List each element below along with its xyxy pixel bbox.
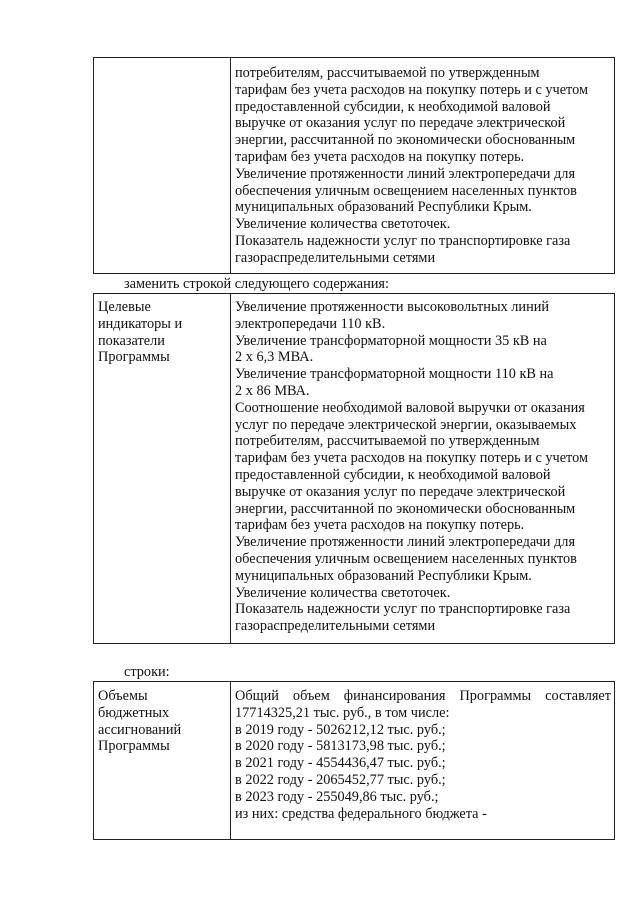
text-line: Программы xyxy=(98,738,170,755)
table-continuation xyxy=(93,57,615,274)
column-divider xyxy=(230,58,231,273)
replace-instruction: заменить строкой следующего содержания: xyxy=(124,276,389,292)
text-line: муниципальных образований Республики Крым. xyxy=(235,199,532,216)
text-line: показатели xyxy=(98,332,165,349)
text-line: ассигнований xyxy=(98,721,182,738)
text-line: в 2019 году - 5026212,12 тыс. руб.; xyxy=(235,721,446,738)
text-line: бюджетных xyxy=(98,704,170,721)
column-divider xyxy=(230,682,231,839)
table2-left-cell xyxy=(98,299,226,366)
text-line: выручке от оказания услуг по передаче электрической xyxy=(235,115,566,132)
text-line: Увеличение трансформаторной мощности 110 кВ на xyxy=(235,366,554,383)
table3-left-cell xyxy=(98,688,226,755)
table1-right-cell xyxy=(235,65,611,267)
text-line: тарифам без учета расходов на покупку потерь. xyxy=(235,517,525,534)
text-line: Показатель надежности услуг по транспортировке газа xyxy=(235,232,571,249)
text-line: в 2022 году - 2065452,77 тыс. руб.; xyxy=(235,771,446,788)
text-line: тарифам без учета расходов на покупку потерь и с учетом xyxy=(235,450,589,467)
text-line: в 2023 году - 255049,86 тыс. руб.; xyxy=(235,788,439,805)
text-line: Программы xyxy=(98,349,170,366)
text-line: 2 х 86 МВА. xyxy=(235,382,310,399)
text-line: газораспределительными сетями xyxy=(235,249,436,266)
text-line: Увеличение количества светоточек. xyxy=(235,584,451,601)
column-divider xyxy=(230,294,231,643)
text-line: Целевые xyxy=(98,299,151,315)
text-line: Увеличение протяженности высоковольтных линий xyxy=(235,299,550,315)
text-line: обеспечения уличным освещением населенных пунктов xyxy=(235,550,577,567)
table-target-indicators xyxy=(93,293,615,644)
text-line: энергии, рассчитанной по экономически обоснованным xyxy=(235,500,576,517)
text-line: потребителям, рассчитываемой по утвержденным xyxy=(235,433,540,450)
table3-right-cell xyxy=(235,688,611,822)
text-line: Показатель надежности услуг по транспортировке газа xyxy=(235,601,571,618)
text-line: предоставленной субсидии, к необходимой валовой xyxy=(235,98,551,115)
text-line: индикаторы и xyxy=(98,315,183,332)
text-line: потребителям, рассчитываемой по утвержденным xyxy=(235,65,540,81)
text-line: Соотношение необходимой валовой выручки от оказания xyxy=(235,399,585,416)
text-line: Объемы xyxy=(98,688,148,704)
table2-right-cell xyxy=(235,299,611,635)
text-line: в 2021 году - 4554436,47 тыс. руб.; xyxy=(235,755,446,772)
text-line: газораспределительными сетями xyxy=(235,618,436,635)
text-line: тарифам без учета расходов на покупку потерь. xyxy=(235,148,525,165)
text-line: выручке от оказания услуг по передаче электрической xyxy=(235,483,566,500)
text-line: из них: средства федерального бюджета - xyxy=(235,805,487,822)
text-line: тарифам без учета расходов на покупку потерь и с учетом xyxy=(235,81,589,98)
table-budget-allocations xyxy=(93,681,615,840)
text-line: Общий объем финансирования Программы составляет xyxy=(235,688,611,704)
text-line: Увеличение трансформаторной мощности 35 кВ на xyxy=(235,332,547,349)
rows-label: строки: xyxy=(124,664,170,680)
text-line: Увеличение количества светоточек. xyxy=(235,216,451,233)
text-line: энергии, рассчитанной по экономически обоснованным xyxy=(235,132,576,149)
text-line: 17714325,21 тыс. руб., в том числе: xyxy=(235,704,450,721)
text-line: предоставленной субсидии, к необходимой валовой xyxy=(235,466,551,483)
text-line: Увеличение протяженности линий электропередачи для xyxy=(235,165,576,182)
text-line: муниципальных образований Республики Крым. xyxy=(235,567,532,584)
text-line: 2 х 6,3 МВА. xyxy=(235,349,314,366)
text-line: электропередачи 110 кВ. xyxy=(235,315,386,332)
text-line: услуг по передаче электрической энергии, оказываемых xyxy=(235,416,577,433)
text-line: Увеличение протяженности линий электропередачи для xyxy=(235,534,576,551)
text-line: обеспечения уличным освещением населенных пунктов xyxy=(235,182,577,199)
text-line: в 2020 году - 5813173,98 тыс. руб.; xyxy=(235,738,446,755)
